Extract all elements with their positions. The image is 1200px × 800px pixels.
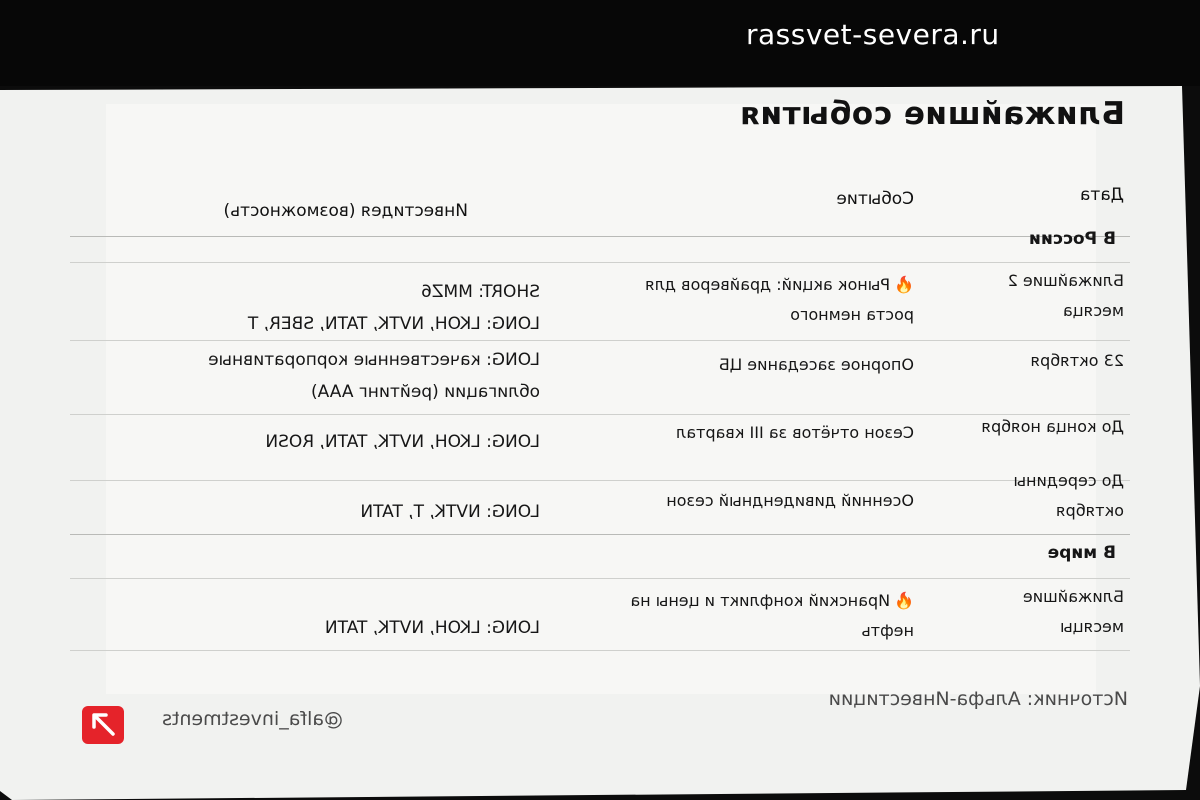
row-idea: LONG: NVTK, T, TATN (360, 502, 540, 522)
row-date: 23 октября (1030, 351, 1124, 370)
social-handle[interactable]: @alfa_investments (162, 708, 343, 730)
row-divider (70, 414, 1130, 415)
section-label-world: В мире (1047, 543, 1116, 563)
row-event (630, 586, 914, 646)
site-title[interactable]: rassvet-severa.ru (746, 18, 1000, 51)
row-event: Сезон отчётов за III квартал (676, 423, 914, 442)
alfa-logo-icon (82, 706, 124, 744)
row-event: Опорное заседание ЦБ (718, 355, 914, 374)
row-divider (70, 650, 1130, 651)
source-note: Источник: Альфа-Инвестиции (828, 688, 1128, 710)
column-header-idea: Инвестидея (возможность) (223, 201, 468, 221)
row-divider (70, 262, 1130, 263)
header-divider (70, 236, 1130, 237)
row-date: До середины октября (1013, 471, 1124, 520)
row-idea: LONG: качественные корпоративные облигации (рейтинг AAA) (208, 350, 540, 402)
flame-icon: 🔥 (894, 591, 914, 610)
row-date: До конца ноября (981, 417, 1124, 436)
row-divider (70, 340, 1130, 341)
row-divider (70, 578, 1130, 579)
row-idea: SHORT: MMZ6 LONG: LKOH, NVTK, TATN, SBER, T (247, 282, 540, 334)
row-divider (70, 480, 1130, 481)
column-header-event: Событие (836, 189, 914, 209)
column-header-date: Дата (1079, 185, 1124, 205)
page-title: Ближайшие события (739, 96, 1125, 132)
section-divider (70, 534, 1130, 535)
row-date: Ближайшие месяцы (1022, 587, 1124, 636)
row-idea: LONG: LKOH, NVTK, TATN, ROSN (265, 432, 540, 452)
section-label-russia: В России (1029, 229, 1116, 249)
row-event-text: Иранский конфликт и цены на нефть (630, 591, 914, 640)
row-date: Ближайшие 2 месяца (1007, 271, 1124, 320)
flame-icon: 🔥 (894, 275, 914, 294)
row-event: Осенний дивидендный сезон (666, 491, 914, 510)
row-event-text: Рынок акций: драйверов для роста немного (645, 275, 914, 324)
row-idea: LONG: LKOH, NVTK, TATN (324, 618, 540, 638)
row-event (645, 270, 914, 330)
